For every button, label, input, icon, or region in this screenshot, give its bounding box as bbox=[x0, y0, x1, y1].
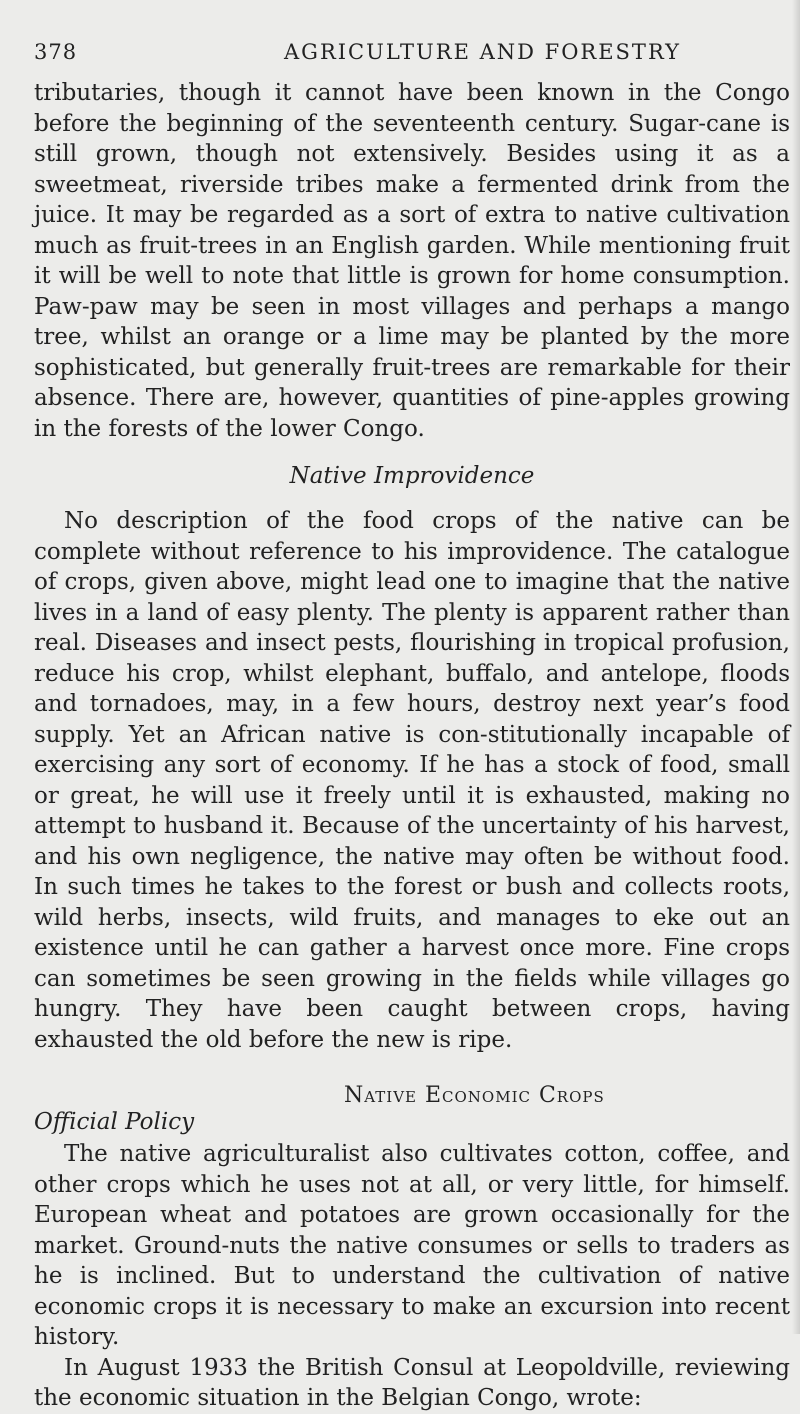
running-title: AGRICULTURE AND FORESTRY bbox=[284, 40, 681, 64]
paragraph-improvidence: No description of the food crops of the native can be complete without reference to his improvidence. The catalogue of crops, given above, might lead one to imagine that the native lives in a land of easy plenty. The plenty is apparent rather than real. Diseases and insect pests, flourishing in tropical profusion, reduce his crop, whilst elephant, buffalo, and antelope, floods and tornadoes, may, in a few hours, destroy next year’s food supply. Yet an African native is con-stitutionally incapable of exercising any sort of economy. If he has a stock of food, small or great, he will use it freely until it is exhausted, making no attempt to husband it. Because of the uncertainty of his harvest, and his own negligence, the native may often be without food. In such times he takes to the forest or bush and collects roots, wild herbs, insects, wild fruits, and manages to eke out an existence until he can gather a harvest once more. Fine crops can sometimes be seen growing in the fields while villages go hungry. They have been caught between crops, having exhausted the old before the new is ripe. bbox=[34, 508, 790, 1053]
section-heading-native-economic-crops: Native Economic Crops bbox=[344, 1083, 605, 1108]
page-edge-shadow bbox=[792, 0, 800, 1334]
paragraph-economic-crops: The native agriculturalist also cultivates cotton, coffee, and other crops which he uses not at all, or very little, for himself. European wheat and potatoes are grown occasionally for the market. Ground-nuts the native consumes or sells to traders as he is inclined. But to understand the cultivation of native economic crops it is necessary to make an excursion into recent history. bbox=[34, 1141, 790, 1350]
subheading-official-policy: Official Policy bbox=[34, 1109, 195, 1135]
paragraph-sugar-cane: tributaries, though it cannot have been known in the Congo before the beginning of the seventeenth century. Sugar-cane is still grown, though not extensively. Besides using it as a sweetmeat, riverside tribes make a fermented drink from the juice. It may be regarded as a sort of extra to native cultivation much as fruit-trees in an English garden. While mentioning fruit it will be well to note that little is grown for home consumption. Paw-paw may be seen in most villages and perhaps a mango tree, whilst an orange or a lime may be planted by the more sophisticated, but generally fruit-trees are remarkable for their absence. There are, however, quantities of pine-apples growing in the forests of the lower Congo. bbox=[34, 80, 790, 442]
paragraph-consul-report: In August 1933 the British Consul at Leopoldville, reviewing the economic situation in the Belgian Congo, wrote: bbox=[34, 1354, 790, 1411]
section-heading-native-improvidence: Native Improvidence bbox=[289, 463, 535, 489]
page-body bbox=[34, 78, 790, 1414]
page-header bbox=[34, 40, 794, 70]
page-number: 378 bbox=[34, 40, 78, 64]
